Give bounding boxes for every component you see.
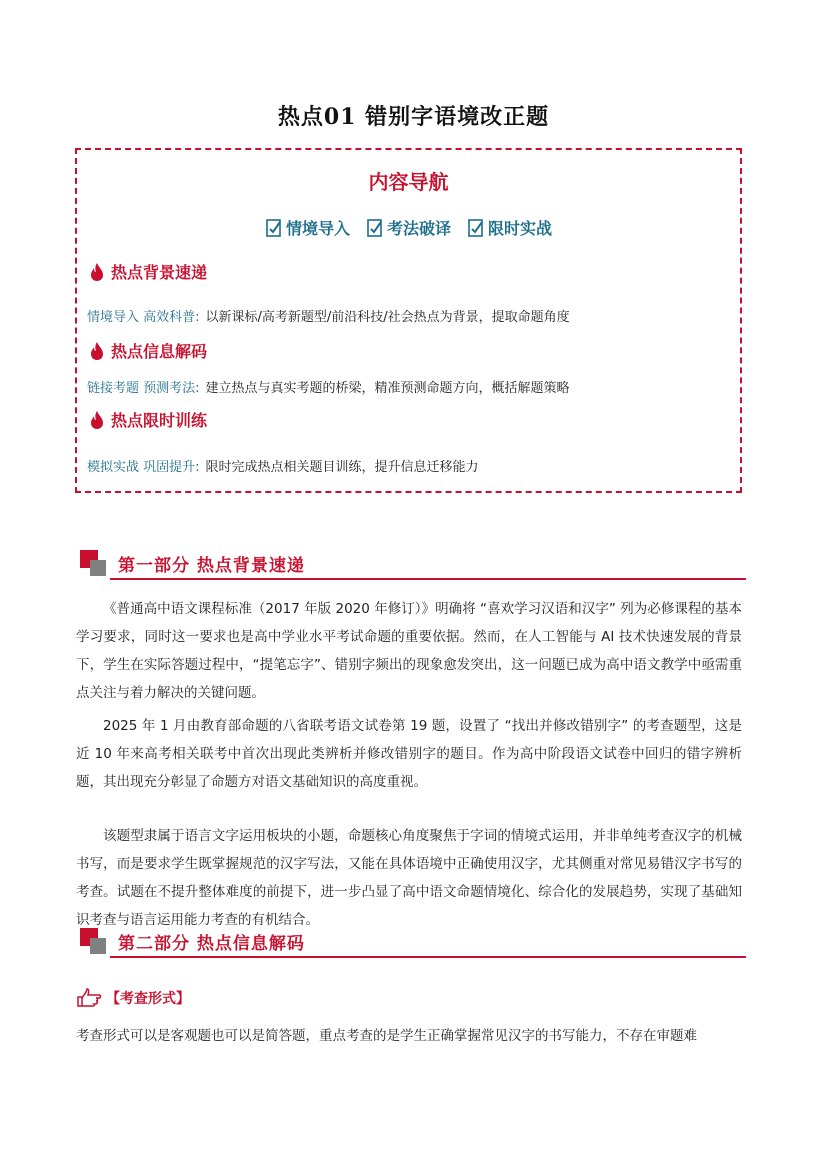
nav-section-heading: 热点信息解码 [89,339,207,362]
nav-section-heading: 热点限时训练 [89,408,207,431]
paragraph: 《普通高中语文课程标准（2017 年版 2020 年修订）》明确将 “喜欢学习汉语和汉字” 列为必修课程的基本学习要求，同时这一要求也是高中学业水平考试命题的重要依据。然而，在人工智能与 AI 技术快速发展的背景下，学生在实际答题过程中，“提笔忘字”、错别字频出的现象愈发突出，这一问题已成为高中语文教学中亟需重点关注与着力解决的关键问题。 [76,601,742,701]
checklist-icon [467,218,485,238]
exam-form-subheading: 【考查形式】 [76,988,190,1008]
tab-label: 情境导入 [285,219,350,238]
tab-timed-practice[interactable] [467,216,552,239]
paragraph: 该题型隶属于语言文字运用板块的小题，命题核心角度聚焦于字词的情境式运用，并非单纯考查汉字的机械书写，而是要求学生既掌握规范的汉字写法，又能在具体语境中正确使用汉字，尤其侧重对常见易错汉字书写的考查。试题在不提升整体难度的前提下，进一步凸显了高中语文命题情境化、综合化的发展趋势，实现了基础知识考查与语言运用能力考查的有机结合。 [76,828,742,928]
flame-icon [89,262,105,282]
nav-section-desc: 模拟实战 巩固提升: 限时完成热点相关题目训练，提升信息迁移能力 [87,460,479,475]
part1-heading: 第一部分 热点背景速递 [80,550,746,580]
tab-exam-method[interactable] [366,216,451,239]
checklist-icon [265,218,283,238]
nav-tabs [77,216,740,239]
page-title: 热点01 错别字语境改正题 [277,104,550,130]
nav-section-heading: 热点背景速递 [89,260,207,283]
part2-heading: 第二部分 热点信息解码 [80,928,746,958]
heading-marker [90,938,106,954]
heading-rule [110,578,746,580]
paragraph: 考查形式可以是客观题也可以是简答题，重点考查的是学生正确掌握常见汉字的书写能力，不存在审题难 [76,1028,697,1044]
paragraph: 2025 年 1 月由教育部命题的八省联考语文试卷第 19 题，设置了 “找出并修改错别字” 的考查题型，这是近 10 年来高考相关联考中首次出现此类辨析并修改错别字的题目。作为高中阶段语文试卷中回归的错字辨析题，其出现充分彰显了命题方对语文基础知识的高度重视。 [76,718,742,790]
pointing-hand-icon [76,988,102,1008]
heading-rule [110,956,746,958]
content-navigation-box [75,148,742,493]
heading-marker [90,560,106,576]
flame-icon [89,410,105,430]
tab-situation-intro[interactable] [265,216,350,239]
tab-label: 限时实战 [488,219,553,238]
flame-icon [89,341,105,361]
nav-title: 内容导航 [368,170,449,194]
checklist-icon [366,218,384,238]
nav-section-desc: 链接考题 预测考法: 建立热点与真实考题的桥梁，精准预测命题方向，概括解题策略 [87,381,570,396]
tab-label: 考法破译 [386,219,451,238]
nav-section-desc: 情境导入 高效科普: 以新课标/高考新题型/前沿科技/社会热点为背景，提取命题角度 [87,310,570,325]
